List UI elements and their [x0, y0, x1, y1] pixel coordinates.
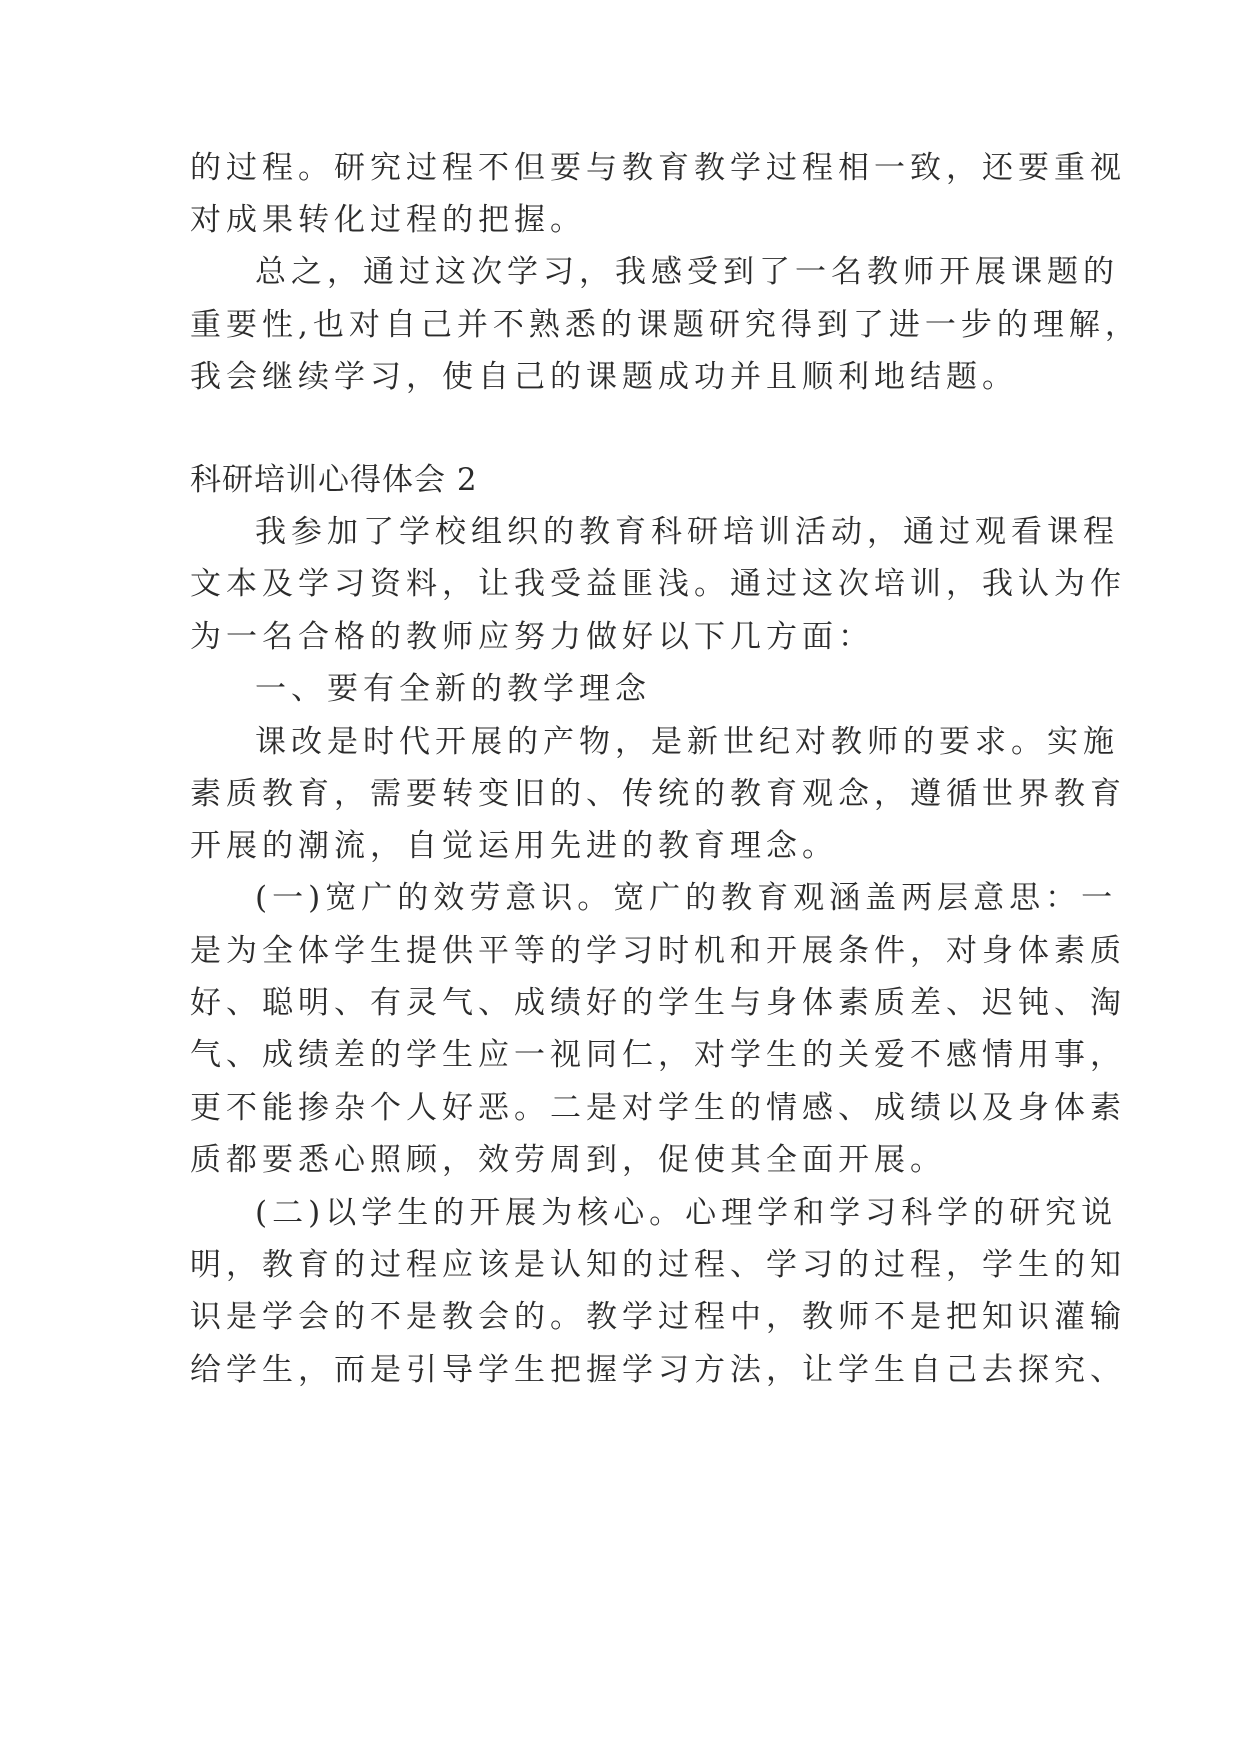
- text-line: 识是学会的不是教会的。教学过程中，教师不是把知识灌输: [190, 1299, 1126, 1335]
- paragraph-start: 总之，通过这次学习，我感受到了一名教师开展课题的: [255, 254, 1119, 290]
- text-line: 素质教育，需要转变旧的、传统的教育观念，遵循世界教育: [190, 776, 1126, 812]
- text-line: 的过程。研究过程不但要与教育教学过程相一致，还要重视: [190, 150, 1126, 186]
- text-line: 好、聪明、有灵气、成绩好的学生与身体素质差、迟钝、淘: [190, 985, 1126, 1021]
- text-line: 对成果转化过程的把握。: [190, 202, 586, 238]
- text-line: 文本及学习资料，让我受益匪浅。通过这次培训，我认为作: [190, 566, 1126, 602]
- text-line: 质都要悉心照顾，效劳周到，促使其全面开展。: [190, 1142, 946, 1178]
- subpoint-start: (二)以学生的开展为核心。心理学和学习科学的研究说: [255, 1195, 1118, 1231]
- text-line: 是为全体学生提供平等的学习时机和开展条件，对身体素质: [190, 933, 1126, 969]
- text-line: 重要性,也对自己并不熟悉的课题研究得到了进一步的理解，: [190, 307, 1141, 343]
- text-line: 给学生，而是引导学生把握学习方法，让学生自己去探究、: [190, 1352, 1126, 1388]
- text-line: 气、成绩差的学生应一视同仁，对学生的关爱不感情用事，: [190, 1037, 1126, 1073]
- paragraph-start: 我参加了学校组织的教育科研培训活动，通过观看课程: [255, 514, 1119, 550]
- text-line: 开展的潮流，自觉运用先进的教育理念。: [190, 828, 838, 864]
- text-line: 更不能掺杂个人好恶。二是对学生的情感、成绩以及身体素: [190, 1090, 1126, 1126]
- text-line: 明，教育的过程应该是认知的过程、学习的过程，学生的知: [190, 1247, 1126, 1283]
- text-line: 为一名合格的教师应努力做好以下几方面：: [190, 619, 874, 655]
- paragraph-start: 课改是时代开展的产物，是新世纪对教师的要求。实施: [255, 724, 1119, 760]
- point-heading: 一、要有全新的教学理念: [255, 671, 651, 707]
- text-line: 我会继续学习，使自己的课题成功并且顺利地结题。: [190, 359, 1018, 395]
- section-title: 科研培训心得体会 2: [190, 462, 478, 498]
- subpoint-start: (一)宽广的效劳意识。宽广的教育观涵盖两层意思：一: [255, 880, 1118, 916]
